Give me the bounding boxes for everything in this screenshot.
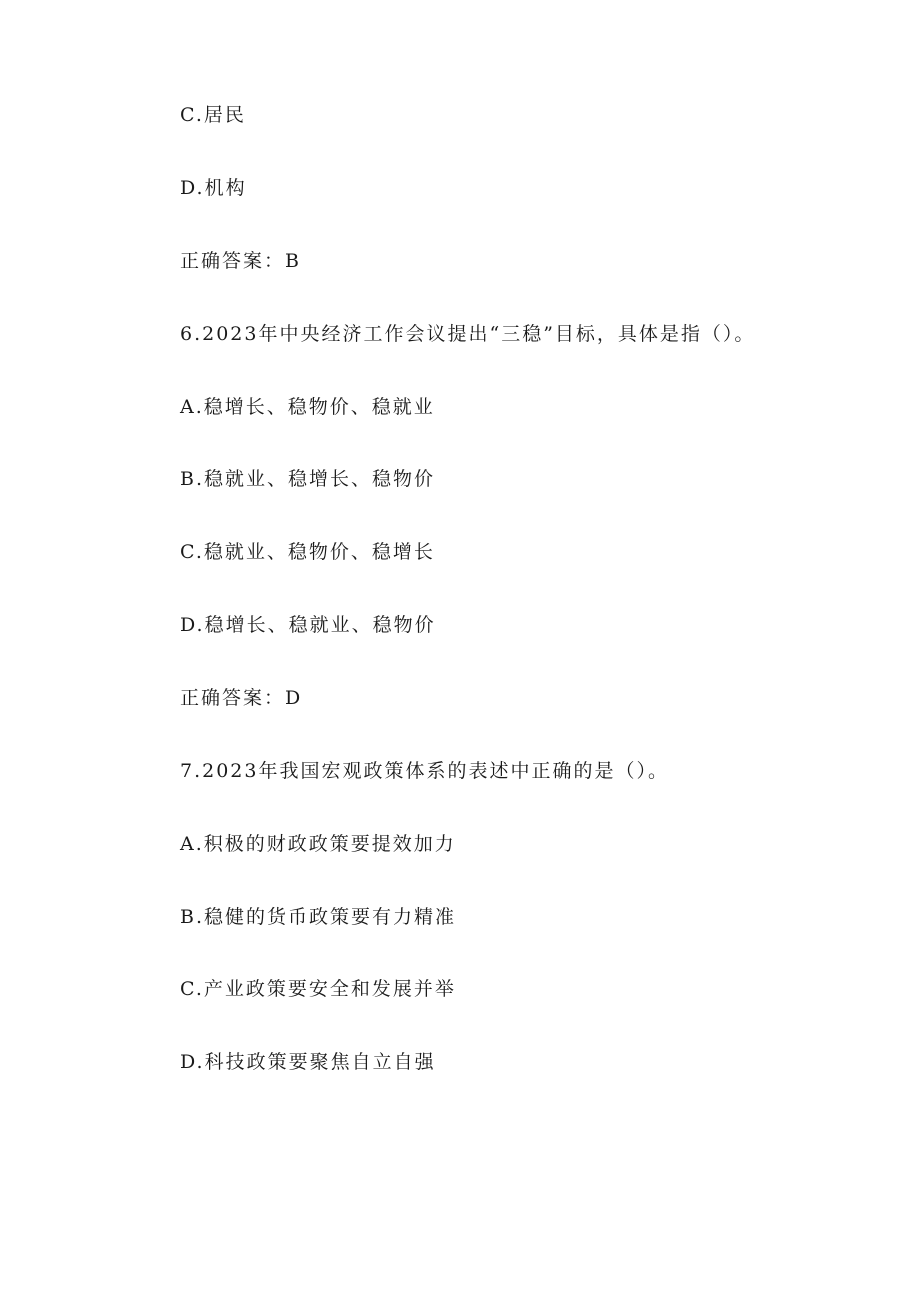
answer-q5: 正确答案：B: [180, 250, 301, 272]
answer-q6: 正确答案：D: [180, 687, 303, 709]
option-c-q7: C.产业政策要安全和发展并举: [180, 978, 456, 1000]
option-a-q6: A.稳增长、稳物价、稳就业: [180, 396, 435, 418]
option-c-q5: C.居民: [180, 104, 246, 126]
option-d-q6: D.稳增长、稳就业、稳物价: [180, 614, 436, 636]
option-d-q7: D.科技政策要聚焦自立自强: [180, 1051, 436, 1073]
option-d-q5: D.机构: [180, 177, 247, 199]
question-6: 6.2023年中央经济工作会议提出“三稳”目标，具体是指（）。: [180, 323, 756, 345]
option-a-q7: A.积极的财政政策要提效加力: [180, 833, 456, 855]
option-b-q6: B.稳就业、稳增长、稳物价: [180, 468, 436, 490]
option-b-q7: B.稳健的货币政策要有力精准: [180, 906, 457, 928]
option-c-q6: C.稳就业、稳物价、稳增长: [180, 541, 435, 563]
question-7: 7.2023年我国宏观政策体系的表述中正确的是（）。: [180, 760, 669, 782]
